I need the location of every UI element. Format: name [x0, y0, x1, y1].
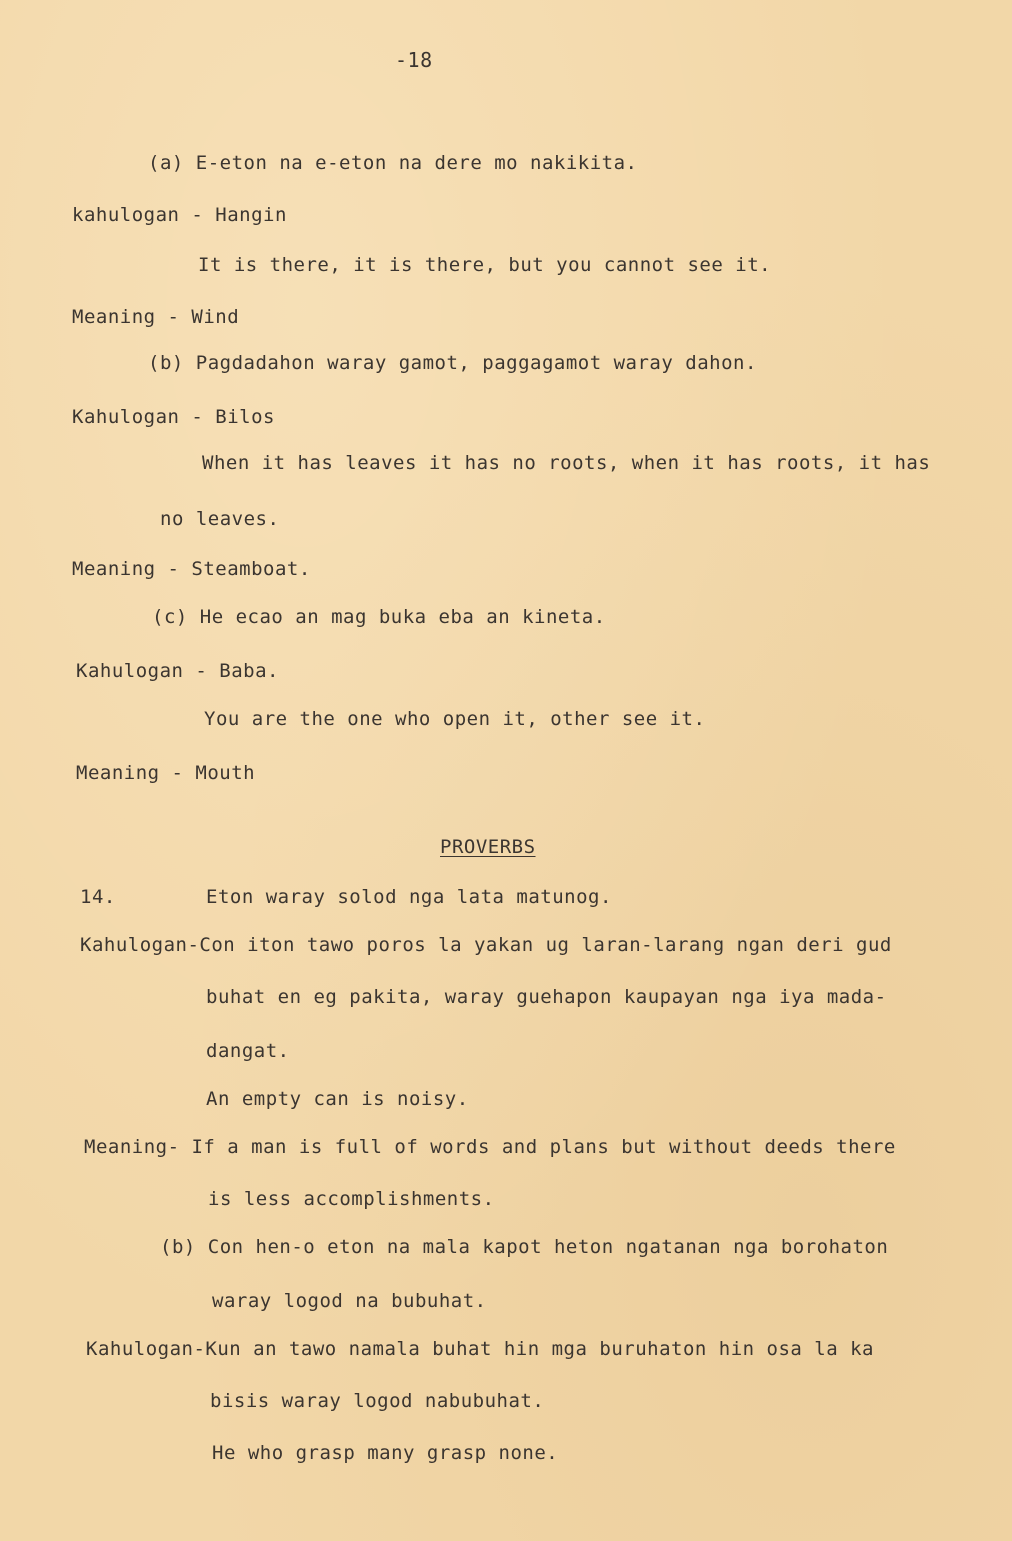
- proverb-14-kahulogan-line-3: dangat.: [206, 1040, 290, 1062]
- riddle-b-translation-line-1: When it has leaves it has no roots, when it has roots, it has: [202, 452, 931, 474]
- riddle-c-kahulogan: Kahulogan - Baba.: [76, 660, 279, 682]
- proverb-b-kahulogan-line-2: bisis waray logod nabubuhat.: [210, 1390, 545, 1412]
- riddle-a-translation: It is there, it is there, but you cannot see it.: [198, 254, 772, 276]
- proverb-b-kahulogan-line-1: Kahulogan-Kun an tawo namala buhat hin mga buruhaton hin osa la ka: [86, 1338, 874, 1360]
- page-number: -18: [395, 48, 433, 72]
- riddle-b-kahulogan: Kahulogan - Bilos: [72, 406, 275, 428]
- proverb-14-translation: An empty can is noisy.: [206, 1088, 469, 1110]
- riddle-c-text: (c) He ecao an mag buka eba an kineta.: [152, 606, 606, 628]
- riddle-b-translation-line-2: no leaves.: [160, 508, 280, 530]
- riddle-b-meaning: Meaning - Steamboat.: [72, 558, 311, 580]
- proverb-14-number: 14.: [80, 886, 116, 908]
- proverbs-heading: PROVERBS: [440, 836, 536, 858]
- riddle-c-meaning: Meaning - Mouth: [76, 762, 256, 784]
- riddle-c-translation: You are the one who open it, other see it.: [204, 708, 706, 730]
- proverb-14-meaning-line-2: is less accomplishments.: [208, 1188, 495, 1210]
- proverb-14-kahulogan-line-2: buhat en eg pakita, waray guehapon kaupayan nga iya mada-: [206, 986, 887, 1008]
- proverb-14-meaning-line-1: Meaning- If a man is full of words and plans but without deeds there: [84, 1136, 896, 1158]
- riddle-a-kahulogan: kahulogan - Hangin: [72, 204, 287, 226]
- proverb-14-kahulogan-line-1: Kahulogan-Con iton tawo poros la yakan ug laran-larang ngan deri gud: [80, 934, 892, 956]
- proverb-b-text-line-1: (b) Con hen-o eton na mala kapot heton ngatanan nga borohaton: [160, 1236, 889, 1258]
- proverb-b-translation: He who grasp many grasp none.: [212, 1442, 559, 1464]
- riddle-a-text: (a) E-eton na e-eton na dere mo nakikita.: [148, 152, 638, 174]
- riddle-a-meaning: Meaning - Wind: [72, 306, 240, 328]
- proverb-14-text: Eton waray solod nga lata matunog.: [206, 886, 612, 908]
- riddle-b-text: (b) Pagdadahon waray gamot, paggagamot waray dahon.: [148, 352, 757, 374]
- proverb-b-text-line-2: waray logod na bubuhat.: [212, 1290, 487, 1312]
